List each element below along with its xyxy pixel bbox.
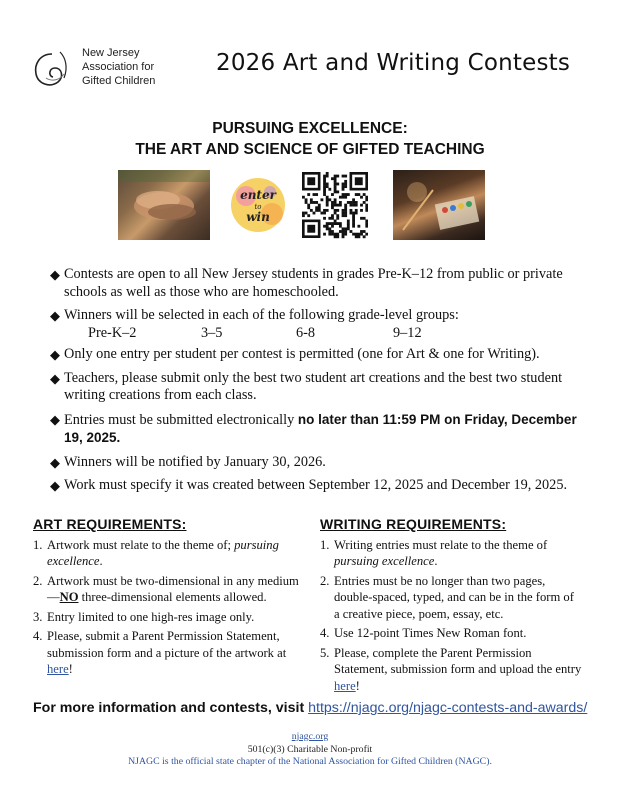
contest-rules-list — [50, 266, 580, 501]
writing-req-2-text: Entries must be no longer than two pages, double-spaced, typed, and can be in the form of a creative piece, poem, essay, etc. — [334, 573, 574, 621]
writing-req-4-text: Please, complete the Parent Permission Statement, submission form and upload the entry — [334, 645, 582, 676]
rule-deadline-text: Entries must be submitted electronically — [64, 411, 298, 428]
win-text: win — [246, 210, 270, 224]
theme-emphasis: pursuing excellence — [334, 554, 435, 568]
writing-requirement-item: 4. Use 12-point Times New Roman font. — [320, 626, 527, 640]
footer-note: NJAGC is the official state chapter of the National Association for Gifted Children (NAGC). — [128, 756, 492, 767]
more-info-label: For more information and contests, visit — [33, 700, 309, 716]
theme-emphasis: pursuing excellence — [47, 537, 279, 568]
qr-code[interactable] — [302, 170, 368, 240]
njagc-swirl-logo-icon — [30, 48, 76, 90]
grade-group: 6-8 — [296, 324, 316, 341]
grade-group: 9–12 — [393, 324, 422, 341]
diamond-bullet-icon: ◆ — [50, 454, 60, 470]
art-req-2-text: Artwork must be two-dimensional in any medium— — [47, 573, 299, 604]
writing-requirements-heading: WRITING REQUIREMENTS: — [320, 516, 507, 532]
logo-line-2: Association for — [82, 61, 155, 73]
art-supplies-photo — [393, 170, 485, 240]
rule-creation-dates-text: Work must specify it was created between September 12, 2025 and December 19, 2025. — [64, 477, 568, 493]
no-emphasis: NO — [59, 590, 79, 604]
writing-req-3-text: Use 12-point Times New Roman font. — [334, 626, 527, 640]
art-req-4-text: Please, submit a Parent Permission Statement, submission form and a picture of the artwork at — [47, 629, 287, 660]
grade-groups — [64, 325, 580, 343]
grade-group: Pre-K–2 — [88, 324, 137, 341]
writing-requirements — [320, 516, 582, 697]
rule-grade-groups — [50, 307, 580, 342]
diamond-bullet-icon: ◆ — [50, 411, 60, 427]
art-requirement-item: 2. Artwork must be two-dimensional in any medium—NO three-dimensional elements allowed. — [33, 573, 299, 604]
art-requirements — [33, 516, 303, 681]
enter-text: enter — [240, 188, 276, 202]
logo-line-3: Gifted Children — [82, 75, 156, 87]
art-req-1-text: Artwork must relate to the theme of; — [47, 537, 235, 552]
footer-status: 501(c)(3) Charitable Non-profit — [247, 743, 373, 755]
rule-one-entry-text: Only one entry per student per contest is permitted (one for Art & one for Writing). — [64, 346, 540, 362]
writing-requirement-item: 5. Please, complete the Parent Permission Statement, submission form and upload the entry here! — [320, 645, 582, 693]
diamond-bullet-icon: ◆ — [50, 478, 60, 493]
diamond-bullet-icon: ◆ — [50, 370, 60, 386]
rule-eligibility — [50, 266, 580, 301]
njagc-logo — [30, 46, 190, 92]
image-row — [0, 170, 620, 242]
subtitle-line-2: THE ART AND SCIENCE OF GIFTED TEACHING — [135, 141, 485, 158]
rule-notification-text: Winners will be notified by January 30, 2026. — [64, 453, 326, 470]
punctuation: . — [99, 554, 103, 568]
rule-notification — [50, 454, 580, 472]
rule-creation-dates — [50, 477, 580, 495]
rule-teachers-text: Teachers, please submit only the best two student art creations and the best two student writing creations from each class. — [64, 369, 563, 403]
art-requirement-item: 1. Artwork must relate to the theme of; pursuing excellence. — [33, 537, 279, 568]
art-req-2-text-end: three-dimensional elements allowed. — [78, 590, 267, 604]
footer — [0, 731, 620, 769]
art-submission-link[interactable]: here — [47, 662, 69, 676]
grade-group: 3–5 — [201, 324, 223, 341]
more-info-line — [33, 700, 587, 716]
rule-eligibility-text: Contests are open to all New Jersey students in grades Pre-K–12 from public or private schools as well as those who are homeschooled. — [64, 266, 563, 300]
punctuation: ! — [355, 678, 360, 693]
logo-text — [82, 46, 155, 88]
art-requirements-heading: ART REQUIREMENTS: — [33, 516, 187, 532]
rule-deadline — [50, 411, 580, 448]
art-req-3-text: Entry limited to one high-res image only. — [47, 609, 255, 624]
writing-req-1-text: Writing entries must relate to the theme of — [334, 537, 548, 552]
deadline-date: no later than 11:59 PM on Friday, December 19, 2025. — [64, 411, 577, 445]
theme-subtitle — [0, 118, 620, 160]
punctuation: . — [434, 554, 438, 568]
rule-teachers — [50, 370, 580, 405]
subtitle-line-1: PURSUING EXCELLENCE: — [212, 120, 408, 137]
logo-line-1: New Jersey — [82, 47, 140, 59]
writing-submission-link[interactable]: here — [334, 678, 356, 693]
diamond-bullet-icon: ◆ — [50, 347, 60, 362]
enter-to-win-graphic — [226, 174, 290, 236]
writing-requirement-item: 1. Writing entries must relate to the theme of pursuing excellence. — [320, 537, 548, 568]
rule-grade-groups-text: Winners will be selected in each of the following grade-level groups: — [64, 307, 459, 323]
punctuation: ! — [68, 662, 73, 676]
art-requirement-item: 4. Please, submit a Parent Permission Statement, submission form and a picture of the artwork at here! — [33, 629, 287, 676]
stacked-hands-photo — [118, 170, 210, 240]
diamond-bullet-icon: ◆ — [50, 267, 60, 282]
rule-one-entry — [50, 346, 580, 364]
contests-url-link[interactable]: https://njagc.org/njagc-contests-and-awards/ — [308, 700, 588, 716]
to-text: to — [254, 203, 262, 211]
page-title: 2026 Art and Writing Contests — [216, 50, 571, 76]
art-requirement-item: 3. Entry limited to one high-res image only. — [33, 609, 255, 624]
footer-site-link[interactable]: njagc.org — [291, 731, 329, 742]
writing-requirement-item: 2. Entries must be no longer than two pages, double-spaced, typed, and can be in the form of a creative piece, poem, essay, etc. — [320, 573, 574, 621]
diamond-bullet-icon: ◆ — [50, 308, 60, 323]
